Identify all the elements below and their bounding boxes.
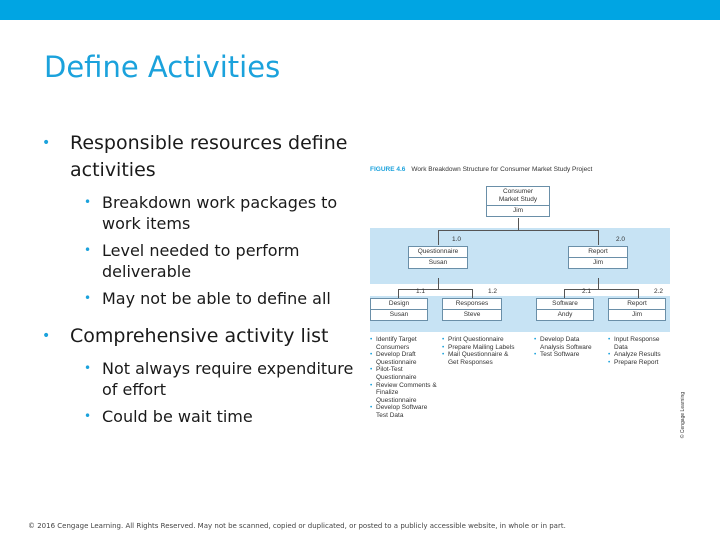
bullet-text: Could be wait time [102, 407, 253, 426]
task-item: • Prepare Mailing Labels [442, 344, 518, 352]
bullet-level1 [40, 130, 360, 184]
task-list-design [370, 336, 440, 420]
connector-line [598, 230, 599, 245]
bullet-dot-icon: • [84, 291, 92, 305]
wbs-level1-name: Questionnaire [409, 247, 467, 258]
bullet-level2 [40, 358, 360, 400]
task-item: • Analyze Results [608, 351, 670, 359]
wbs-level2-box [608, 298, 666, 321]
connector-line [438, 278, 439, 289]
bullet-text: Breakdown work packages to work items [102, 193, 338, 233]
bullet-dot-icon: • [42, 328, 51, 344]
wbs-level2-box [536, 298, 594, 321]
task-item: • Mail Questionnaire & Get Responses [442, 351, 518, 366]
wbs-number: 2.1 [582, 288, 592, 295]
bullet-text: Level needed to perform deliverable [102, 241, 300, 281]
figure-caption [370, 166, 592, 173]
task-item: • Test Software [534, 351, 602, 359]
wbs-number: 2.0 [616, 236, 626, 243]
wbs-level2-name: Software [537, 299, 593, 310]
bullet-level2 [40, 288, 360, 309]
bullet-level1 [40, 323, 360, 350]
wbs-number: 1.1 [416, 288, 426, 295]
wbs-level2-owner: Andy [557, 311, 573, 318]
wbs-level1-owner: Susan [428, 259, 448, 266]
wbs-root-name: Consumer [503, 188, 533, 195]
task-item: • Review Comments & Finalize Questionnaire [370, 382, 440, 405]
bullet-dot-icon: • [84, 195, 92, 209]
wbs-level2-box [442, 298, 502, 321]
wbs-root-name: Market Study [498, 196, 538, 203]
task-item: • Prepare Report [608, 359, 670, 367]
task-item: • Develop Data Analysis Software [534, 336, 602, 351]
figure-credit: © Cengage Learning [680, 392, 686, 439]
copyright-footer: © 2016 Cengage Learning. All Rights Reserved. May not be scanned, copied or duplicated, or posted to a publicly accessible website, in whole or in part. [28, 522, 566, 530]
connector-line [598, 278, 599, 289]
wbs-level2-name: Design [371, 299, 427, 310]
wbs-number: 1.2 [488, 288, 498, 295]
wbs-level2-owner: Jim [631, 311, 643, 318]
connector-line [438, 230, 599, 231]
wbs-level1-box [568, 246, 628, 269]
connector-line [518, 218, 519, 230]
wbs-level2-owner: Susan [389, 311, 409, 318]
wbs-number: 2.2 [654, 288, 664, 295]
task-list-report [608, 336, 670, 366]
bullet-text: Not always require expenditure of effort [102, 359, 354, 399]
task-item: • Develop Draft Questionnaire [370, 351, 440, 366]
wbs-root-box [486, 186, 550, 217]
bullet-dot-icon: • [84, 361, 92, 375]
bullet-level2 [40, 192, 360, 234]
task-list-software [534, 336, 602, 359]
bullet-dot-icon: • [84, 409, 92, 423]
connector-line [472, 289, 473, 298]
bullet-dot-icon: • [42, 135, 51, 151]
connector-line [398, 289, 399, 298]
wbs-root-owner: Jim [512, 207, 524, 214]
task-item: • Develop Software Test Data [370, 404, 440, 419]
connector-line [638, 289, 639, 298]
task-item: • Print Questionnaire [442, 336, 518, 344]
top-accent-bar [0, 0, 720, 20]
figure-caption-text: Work Breakdown Structure for Consumer Market Study Project [411, 166, 593, 173]
wbs-figure [368, 160, 686, 450]
connector-line [564, 289, 639, 290]
wbs-level2-name: Responses [443, 299, 501, 310]
wbs-number: 1.0 [452, 236, 462, 243]
task-list-responses [442, 336, 518, 366]
connector-line [438, 230, 439, 245]
wbs-level1-box [408, 246, 468, 269]
wbs-level2-box [370, 298, 428, 321]
bullet-text: Responsible resources define activities [70, 132, 348, 181]
wbs-level2-owner: Steve [463, 311, 481, 318]
bullet-list [40, 130, 360, 433]
figure-label: FIGURE 4.6 [370, 166, 406, 173]
task-item: • Identify Target Consumers [370, 336, 440, 351]
task-item: • Input Response Data [608, 336, 670, 351]
bullet-text: May not be able to define all [102, 289, 331, 308]
connector-line [564, 289, 565, 298]
wbs-level2-name: Report [609, 299, 665, 310]
bullet-dot-icon: • [84, 243, 92, 257]
bullet-level2 [40, 406, 360, 427]
task-item: • Pilot-Test Questionnaire [370, 366, 440, 381]
bullet-text: Comprehensive activity list [70, 325, 329, 347]
bullet-level2 [40, 240, 360, 282]
connector-line [398, 289, 473, 290]
slide-title: Define Activities [44, 50, 281, 84]
wbs-level1-owner: Jim [592, 259, 604, 266]
wbs-level1-name: Report [569, 247, 627, 258]
